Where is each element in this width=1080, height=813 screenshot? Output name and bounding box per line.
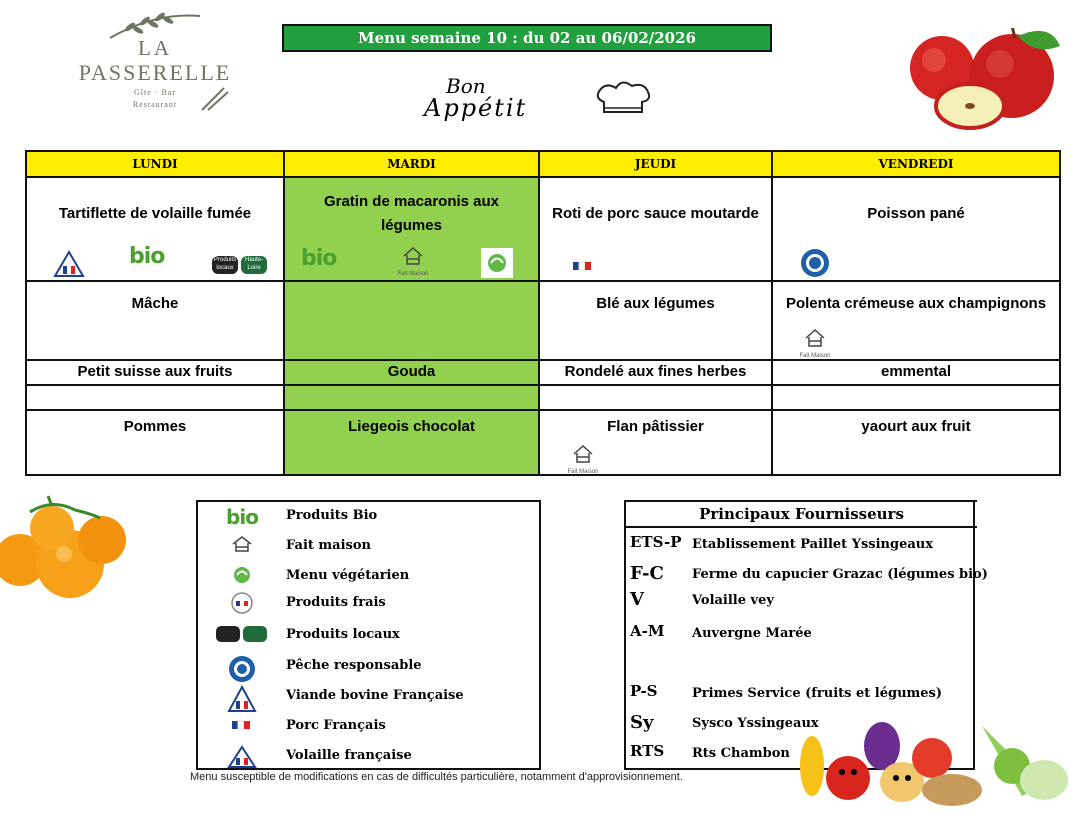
legend-label: Porc Français bbox=[286, 718, 386, 733]
divider bbox=[27, 409, 1059, 411]
fait-maison-icon bbox=[787, 328, 843, 358]
day-header-vendredi: VENDREDI bbox=[773, 152, 1059, 176]
main-dish-lundi: Tartiflette de volaille fumée bbox=[58, 205, 252, 222]
legend-label: Produits locaux bbox=[286, 627, 400, 642]
side-dish-lundi: Mâche bbox=[131, 295, 179, 312]
dessert-mardi: Liegeois chocolat bbox=[348, 418, 475, 435]
dessert-jeudi: Flan pâtissier bbox=[607, 418, 704, 435]
menu-table bbox=[25, 150, 1061, 476]
french-poultry-icon bbox=[227, 745, 257, 769]
supplier-name: Volaille vey bbox=[692, 593, 774, 608]
divider bbox=[27, 280, 1059, 282]
supplier-code: V bbox=[630, 589, 644, 610]
divider bbox=[27, 384, 1059, 386]
legend-icon-cell bbox=[212, 685, 272, 718]
legend-icon-cell bbox=[212, 565, 272, 590]
logo-name: PASSERELLE bbox=[78, 60, 232, 85]
vegetarian-icon bbox=[481, 248, 513, 278]
responsible-fishing-icon bbox=[228, 655, 256, 683]
dessert-vendredi: yaourt aux fruit bbox=[861, 418, 971, 435]
legend-icon-cell bbox=[212, 745, 272, 774]
vegetables-cartoon bbox=[782, 706, 1078, 810]
french-pork-icon bbox=[571, 254, 595, 276]
side-dish-jeudi: Blé aux légumes bbox=[596, 295, 715, 312]
cutlery-icon bbox=[198, 82, 230, 112]
supplier-code: F-C bbox=[630, 563, 664, 584]
legend-icon-cell bbox=[212, 505, 272, 529]
bio-icon: bio bbox=[301, 246, 337, 271]
cheese-mardi: Gouda bbox=[387, 363, 436, 380]
responsible-fishing-icon bbox=[799, 248, 831, 278]
side-dish-vendredi: Polenta crémeuse aux champignons bbox=[785, 295, 1047, 312]
divider bbox=[27, 176, 1059, 178]
cheese-lundi: Petit suisse aux fruits bbox=[77, 363, 233, 380]
legend-label: Produits frais bbox=[286, 595, 386, 610]
logo-sub2: Restaurant bbox=[132, 100, 178, 109]
cheese-jeudi: Rondelé aux fines herbes bbox=[564, 363, 747, 380]
local-products-icon: Produits locaux bbox=[212, 256, 238, 274]
legend-icon-cell bbox=[212, 592, 272, 619]
legend-label: Pêche responsable bbox=[286, 658, 422, 673]
apples-image bbox=[900, 28, 1070, 133]
day-header-mardi: MARDI bbox=[285, 152, 538, 176]
legend-label: Volaille française bbox=[286, 748, 412, 763]
legend-icon-cell bbox=[212, 535, 272, 558]
supplier-name: Rts Chambon bbox=[692, 746, 790, 761]
fait-maison-label: Fait Maison bbox=[397, 271, 429, 277]
local-products-icon bbox=[216, 624, 268, 644]
tomatoes-image bbox=[0, 492, 130, 607]
day-header-jeudi: JEUDI bbox=[540, 152, 771, 176]
suppliers-title: Principaux Fournisseurs bbox=[626, 500, 977, 528]
french-beef-icon bbox=[227, 685, 257, 713]
appetit-text: Appétit bbox=[424, 94, 528, 122]
french-pork-icon bbox=[230, 715, 254, 735]
fait-maison-label: Fait Maison bbox=[567, 469, 599, 475]
supplier-name: Primes Service (fruits et légumes) bbox=[692, 686, 943, 701]
local-products-icon: Haute-Loire bbox=[241, 256, 267, 274]
logo-sub1: Gîte · Bar bbox=[134, 88, 176, 97]
supplier-code: ETS-P bbox=[630, 533, 682, 551]
supplier-code: RTS bbox=[630, 742, 665, 760]
dessert-lundi: Pommes bbox=[123, 418, 187, 435]
legend-label: Produits Bio bbox=[286, 508, 378, 523]
fait-maison-label: Fait Maison bbox=[799, 353, 831, 359]
bon-text: Bon bbox=[446, 74, 486, 98]
supplier-code: P-S bbox=[630, 682, 658, 700]
supplier-code: A-M bbox=[630, 622, 665, 640]
day-header-lundi: LUNDI bbox=[27, 152, 283, 176]
supplier-name: Ferme du capucier Grazac (légumes bio) bbox=[692, 567, 988, 582]
chef-hat-icon bbox=[592, 78, 654, 120]
legend-icon-cell bbox=[212, 624, 272, 649]
disclaimer: Menu susceptible de modifications en cas de difficultés particulière, notamment d'approvisionnement. bbox=[190, 771, 683, 783]
fresh-products-icon bbox=[230, 592, 254, 614]
fait-maison-icon bbox=[385, 246, 441, 276]
fait-maison-icon bbox=[231, 535, 253, 553]
bio-icon: bio bbox=[129, 244, 165, 269]
main-dish-jeudi: Roti de porc sauce moutarde bbox=[552, 205, 759, 222]
bon-appetit bbox=[420, 72, 660, 132]
fait-maison-icon bbox=[555, 444, 611, 474]
supplier-name: Etablissement Paillet Yssingeaux bbox=[692, 537, 933, 552]
legend-icon-cell bbox=[212, 715, 272, 740]
legend-label: Viande bovine Française bbox=[286, 688, 464, 703]
restaurant-logo bbox=[60, 10, 250, 120]
week-banner: Menu semaine 10 : du 02 au 06/02/2026 bbox=[282, 24, 772, 52]
supplier-code: Sy bbox=[630, 712, 654, 733]
main-dish-vendredi: Poisson pané bbox=[867, 205, 965, 222]
cheese-vendredi: emmental bbox=[880, 363, 952, 380]
vegetarian-icon bbox=[232, 565, 252, 585]
supplier-name: Sysco Yssingeaux bbox=[692, 716, 819, 731]
main-dish-mardi: Gratin de macaronis aux légumes bbox=[323, 193, 500, 234]
legend-label: Fait maison bbox=[286, 538, 371, 553]
legend-icon-cell bbox=[212, 655, 272, 688]
logo-la: LA bbox=[138, 36, 172, 60]
french-poultry-icon bbox=[53, 250, 85, 278]
legend-box bbox=[196, 500, 541, 770]
legend-label: Menu végétarien bbox=[286, 568, 410, 583]
supplier-name: Auvergne Marée bbox=[692, 626, 812, 641]
bio-icon: bio bbox=[226, 505, 258, 529]
